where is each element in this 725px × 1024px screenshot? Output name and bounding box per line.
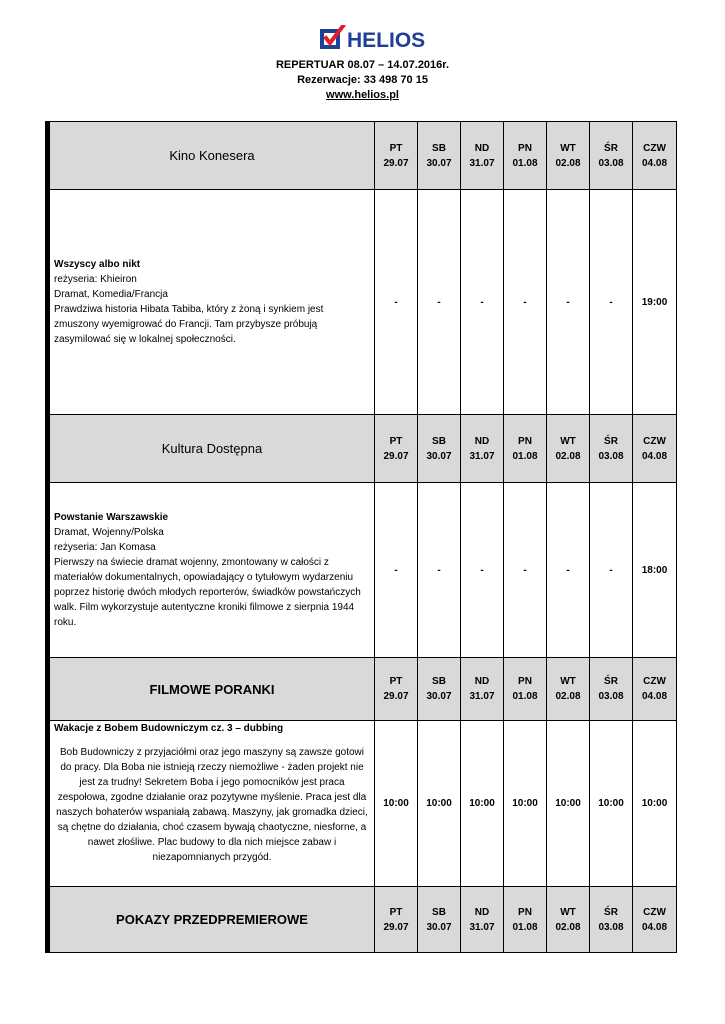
section-header-row [50,887,677,953]
section-title: POKAZY PRZEDPREMIEROWE [50,887,375,953]
day-header [590,415,633,483]
day-date: 29.07 [383,157,409,169]
day-name: ND [474,435,490,447]
day-header [504,658,547,721]
film-director: reżyseria: Jan Komasa [54,542,156,553]
day-header [418,887,461,953]
film-synopsis: Pierwszy na świecie dramat wojenny, zmontowany w całości z materiałów dokumentalnych, opowiadający o tytułowym wydarzeniu poprzez historię dwóch młodych reporterów, świadków powstańczych walk. Film wykorzystuje autentyczne kroniki filmowe z sierpnia 1944 roku. [54,557,361,628]
day-name: SB [432,142,446,154]
day-date: 31.07 [469,691,495,702]
showtime: 10:00 [633,721,677,887]
day-name: PN [518,142,532,154]
section-header-row [50,658,677,721]
day-date: 02.08 [555,691,581,702]
day-date: 01.08 [512,157,538,169]
day-name: WT [560,435,576,447]
brand-name: HELIOS [347,29,426,51]
day-header [375,415,418,483]
day-date: 29.07 [383,450,409,462]
film-description [50,190,375,415]
day-date: 03.08 [598,921,624,933]
day-name: ŚR [604,435,618,447]
day-name: CZW [643,906,666,918]
day-name: ND [474,142,490,154]
day-name: ŚR [604,676,618,687]
day-date: 03.08 [598,691,624,702]
helios-logo-graphic [319,25,437,51]
day-header [418,122,461,190]
showtime: 10:00 [418,721,461,887]
website-link[interactable]: www.helios.pl [326,89,399,101]
day-date: 03.08 [598,450,624,462]
day-name: PN [518,676,532,687]
day-date: 30.07 [426,450,452,462]
day-header [504,122,547,190]
day-header [547,122,590,190]
showtime: 10:00 [547,721,590,887]
film-genre: Dramat, Komedia/Francja [54,289,168,300]
day-header [547,658,590,721]
film-description [50,721,375,887]
reservation-phone: Rezerwacje: 33 498 70 15 [297,74,428,86]
day-name: WT [560,906,576,918]
day-header [461,887,504,953]
day-header [633,415,677,483]
day-date: 30.07 [426,691,452,702]
showtime: 10:00 [375,721,418,887]
day-header [504,887,547,953]
showtime: - [504,483,547,658]
section-header-row [50,415,677,483]
day-header [547,887,590,953]
day-date: 04.08 [641,691,668,702]
day-header [633,887,677,953]
day-name: ŚR [604,142,618,154]
showtime: - [375,483,418,658]
day-header [375,122,418,190]
day-header [375,658,418,721]
showtime: - [461,190,504,415]
showtime: 19:00 [633,190,677,415]
day-name: CZW [643,435,666,447]
helios-logo [319,25,437,51]
section-title: Kino Konesera [50,122,375,190]
section-title: Kultura Dostępna [50,415,375,483]
showtime: - [547,483,590,658]
showtime: 10:00 [590,721,633,887]
film-director: reżyseria: Khieiron [54,274,137,285]
day-header [590,887,633,953]
day-header [590,122,633,190]
showtime: - [590,483,633,658]
day-name: ND [474,906,490,918]
showtime: - [461,483,504,658]
day-date: 02.08 [555,157,581,169]
day-date: 29.07 [383,921,409,933]
film-row [50,483,677,658]
day-date: 31.07 [469,157,495,169]
day-header [461,415,504,483]
day-header [504,415,547,483]
day-header [633,122,677,190]
film-title: Wszyscy albo nikt [54,259,141,270]
section-title: FILMOWE PORANKI [50,658,375,721]
day-name: PN [518,906,532,918]
day-date: 30.07 [426,921,452,933]
day-date: 04.08 [641,157,668,169]
day-date: 29.07 [383,691,409,702]
day-header [590,658,633,721]
day-date: 30.07 [426,157,452,169]
showtime: - [418,483,461,658]
day-name: CZW [643,676,666,687]
film-description [50,483,375,658]
day-date: 31.07 [469,450,495,462]
day-name: SB [432,906,446,918]
day-name: CZW [643,142,666,154]
day-date: 01.08 [512,921,538,933]
film-synopsis: Prawdziwa historia Hibata Tabiba, który z żoną i synkiem jest zmuszony wyemigrować do Francji. Tam przybysze próbują zasymilować się w lokalnej społeczności. [54,304,324,345]
day-name: SB [432,435,446,447]
day-header [547,415,590,483]
day-header [461,658,504,721]
day-date: 01.08 [512,450,538,462]
repertoire-period: REPERTUAR 08.07 – 14.07.2016r. [275,59,450,71]
day-date: 02.08 [555,921,581,933]
day-date: 03.08 [598,157,624,169]
showtime: 10:00 [461,721,504,887]
section-header-row [50,122,677,190]
day-name: PT [389,435,403,447]
film-synopsis: Bob Budowniczy z przyjaciółmi oraz jego maszyny są zawsze gotowi do pracy. Dla Boba nie istnieją rzeczy niemożliwe - żaden projekt nie jest za trudny! Sekretem Boba i jego pomocników jest praca zespołowa, zgodne działanie oraz pozytywne myślenie. Praca jest dla naszych bohaterów wspaniałą zabawą. Maszyny, jak gromadka dzieci, są chętne do działania, choć czasem bywają chaotyczne, niesforne, a nawet złośliwe. Plac budowy to dla nich miejsce zabaw i niezapomnianych przygód. [56,747,368,863]
showtime: - [547,190,590,415]
day-header [375,887,418,953]
day-name: PT [389,906,403,918]
day-name: ND [474,676,490,687]
day-name: WT [560,142,576,154]
film-title: Powstanie Warszawskie [54,512,169,523]
showtime: 10:00 [504,721,547,887]
day-name: ŚR [604,906,618,918]
film-row [50,721,677,887]
day-name: PT [389,676,403,687]
day-date: 31.07 [469,921,495,933]
repertoire-table [45,121,680,953]
showtime: - [504,190,547,415]
showtime: - [375,190,418,415]
day-date: 04.08 [641,450,668,462]
day-name: PT [389,142,403,154]
day-name: SB [432,676,446,687]
showtime: - [418,190,461,415]
day-name: WT [560,676,576,687]
day-header [418,658,461,721]
day-header [633,658,677,721]
film-genre: Dramat, Wojenny/Polska [54,527,164,538]
day-date: 01.08 [512,691,538,702]
film-row [50,190,677,415]
showtime: - [590,190,633,415]
day-header [461,122,504,190]
day-name: PN [518,435,532,447]
day-date: 04.08 [641,921,668,933]
film-title: Wakacje z Bobem Budowniczym cz. 3 – dubbing [54,723,284,734]
day-header [418,415,461,483]
showtime: 18:00 [633,483,677,658]
day-date: 02.08 [555,450,581,462]
